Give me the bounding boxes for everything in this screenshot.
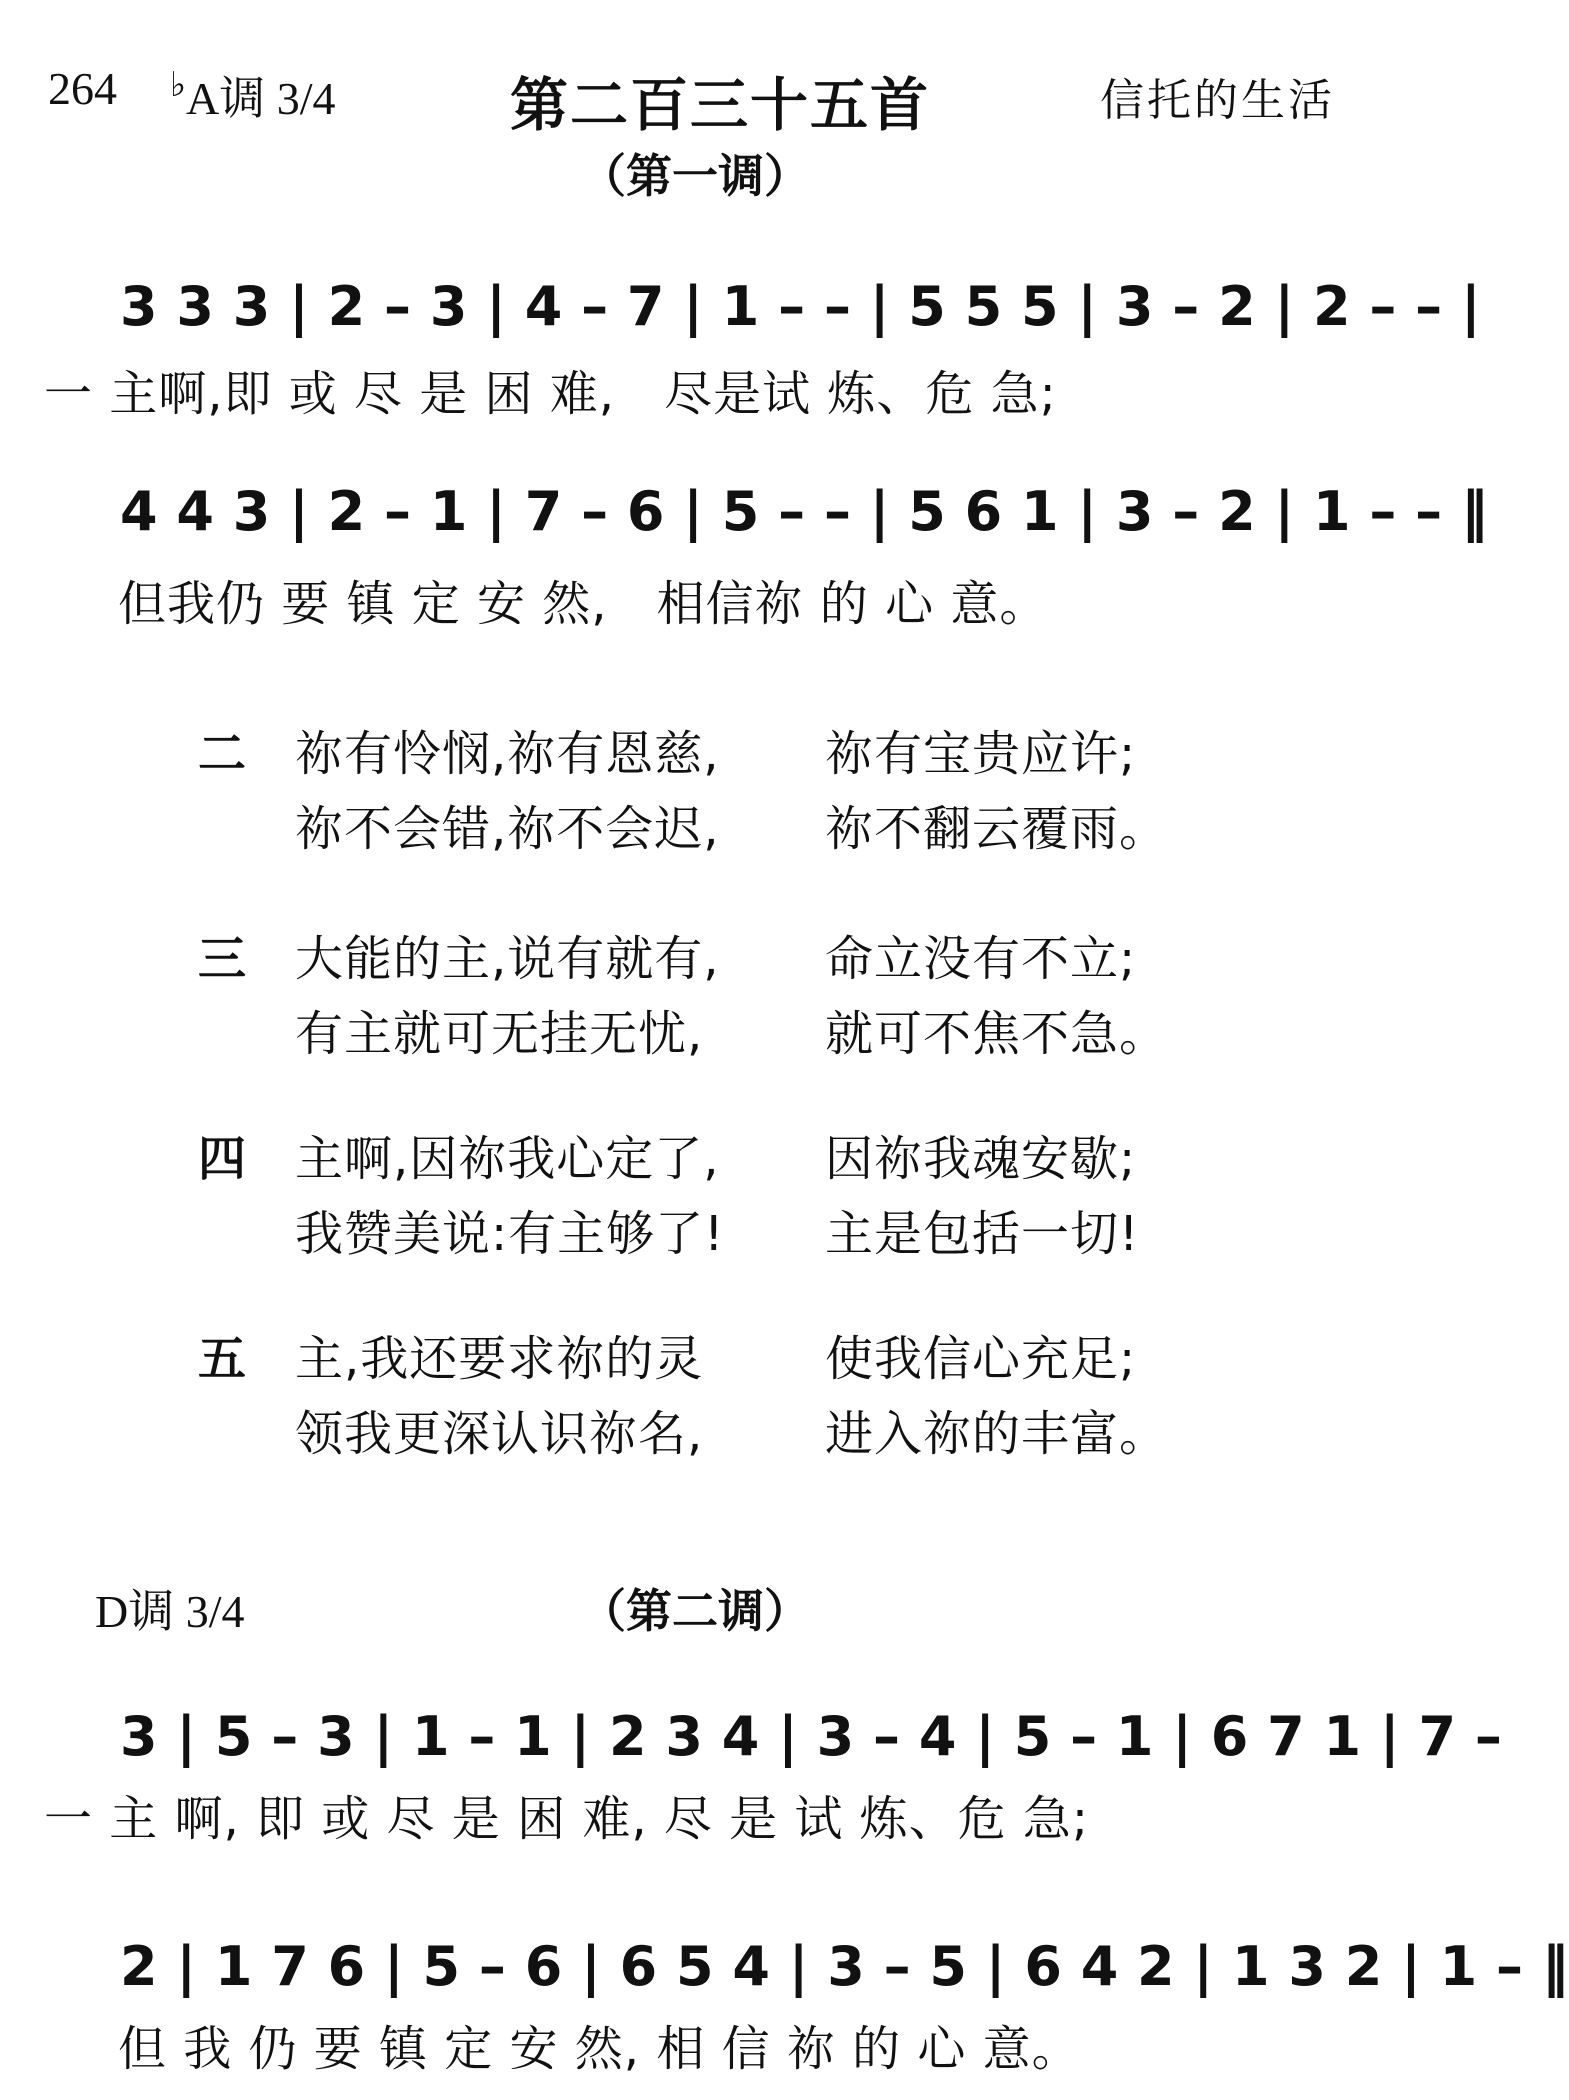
verse-line-a1: 祢有怜悯,祢有恩慈, [295, 726, 720, 782]
key-signature-1 [170, 62, 336, 128]
verse-line-b2: 主是包括一切! [825, 1206, 1140, 1262]
tune-2-label: （第二调） [580, 1584, 810, 1638]
verse-line-a2: 领我更深认识祢名, [295, 1406, 704, 1462]
verse-line-b1: 使我信心充足; [825, 1331, 1137, 1387]
verse-line-b1: 命立没有不立; [825, 931, 1137, 987]
key-time-2: D调 3/4 [95, 1586, 245, 1637]
verse-number: 三 [198, 931, 247, 987]
hymn-title: 第二百三十五首 [510, 71, 931, 139]
tune-2-notes-line-2: 2 | 1 7 6 | 5 – 6 | 6 5 4 | 3 – 5 | 6 4 2 | 1 3 2 | 1 – ‖ [120, 1935, 1569, 1998]
verse-line-b2: 进入祢的丰富。 [825, 1406, 1169, 1462]
key-time-1: A调 3/4 [186, 73, 336, 124]
verse-line-b1: 因祢我魂安歇; [825, 1131, 1137, 1187]
tune-2-lyrics-line-1: 一 主 啊, 即 或 尽 是 困 难, 尽 是 试 炼、危 急; [44, 1791, 1090, 1847]
tune-1-notes-line-2: 4 4 3 | 2 – 1 | 7 – 6 | 5 – – | 5 6 1 | 3 – 2 | 1 – – ‖ [120, 480, 1488, 543]
verse-number: 五 [198, 1331, 247, 1387]
verse-line-b2: 祢不翻云覆雨。 [825, 801, 1169, 857]
verse-number: 二 [198, 726, 247, 782]
verse-line-b2: 就可不焦不急。 [825, 1006, 1169, 1062]
tune-2-notes-line-1: 3 | 5 – 3 | 1 – 1 | 2 3 4 | 3 – 4 | 5 – 1 | 6 7 1 | 7 – [120, 1705, 1502, 1768]
verse-line-a2: 祢不会错,祢不会迟, [295, 801, 720, 857]
page-number: 264 [48, 63, 117, 114]
verse-number: 四 [198, 1131, 247, 1187]
verse-line-a1: 大能的主,说有就有, [295, 931, 720, 987]
verse-line-a1: 主啊,因祢我心定了, [295, 1131, 720, 1187]
tune-1-lyrics-line-2: 但我仍 要 镇 定 安 然, 相信祢 的 心 意。 [118, 576, 1049, 632]
hymn-theme: 信托的生活 [1100, 75, 1335, 126]
verse-line-b1: 祢有宝贵应许; [825, 726, 1137, 782]
verse-line-a1: 主,我还要求祢的灵 [295, 1331, 704, 1387]
flat-sign: ♭ [170, 67, 187, 104]
tune-1-lyrics-line-1: 一 主啊,即 或 尽 是 困 难, 尽是试 炼、危 急; [44, 366, 1057, 422]
verse-line-a2: 我赞美说:有主够了! [295, 1206, 725, 1262]
verse-line-a2: 有主就可无挂无忧, [295, 1006, 704, 1062]
tune-1-label: （第一调） [580, 149, 810, 203]
tune-2-lyrics-line-2: 但 我 仍 要 镇 定 安 然, 相 信 祢 的 心 意。 [118, 2021, 1081, 2077]
tune-1-notes-line-1: 3 3 3 | 2 – 3 | 4 – 7 | 1 – – | 5 5 5 | 3 – 2 | 2 – – | [120, 275, 1481, 338]
